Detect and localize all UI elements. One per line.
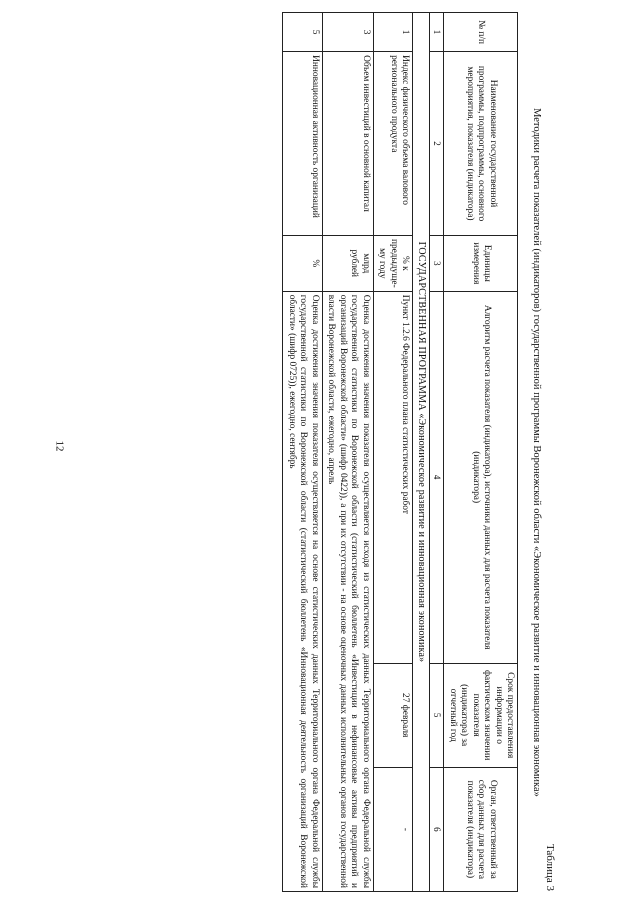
table-row xyxy=(322,13,373,892)
header-num: № п/п xyxy=(444,13,518,52)
row-algorithm: Оценка достижения значения показателя осуществляется исходя из статистических данных Территориального органа Федеральной службы государственной статистики по Воронежской области (статистический бюллетень «Инвестиции в нефинансовые активы предприятий и организаций Воронежской области» (шифр 0422)), а при их отсутствии - на основе оценочных данных исполнительных органов государственной власти Воронежской области, ежегодно, апрель xyxy=(322,291,373,891)
table-label: Таблица 3 xyxy=(544,843,556,891)
row-unit: % к предыдуще-му году xyxy=(373,235,412,291)
column-number: 6 xyxy=(430,767,444,891)
page-number: 12 xyxy=(53,440,66,452)
section-title: ГОСУДАРСТВЕННАЯ ПРОГРАММА «Экономическое развитие и инновационная экономика» xyxy=(413,13,430,892)
row-name: Инновационная активность организаций xyxy=(283,52,322,236)
column-number: 3 xyxy=(430,235,444,291)
row-name: Объем инвестиций в основной капитал xyxy=(322,52,373,236)
row-algorithm: Пункт 1.2.6 Федерального плана статистических работ xyxy=(373,291,412,663)
row-deadline: 27 февраля xyxy=(373,663,412,767)
header-name: Наименование государственной программы, подпрограммы, основного мероприятия, показателя (индикатора) xyxy=(444,52,518,236)
table-row xyxy=(283,13,322,892)
row-unit: млрд рублей xyxy=(322,235,373,291)
header-unit: Единицы измерения xyxy=(444,235,518,291)
column-number: 1 xyxy=(430,13,444,52)
indicators-table xyxy=(282,12,518,892)
column-number: 4 xyxy=(430,291,444,663)
table-row xyxy=(373,13,412,892)
row-num: 1 xyxy=(373,13,412,52)
header-deadline: Срок предоставления информации о фактическом значении показателя (индикатора) за отчетный год xyxy=(444,663,518,767)
row-num: 3 xyxy=(322,13,373,52)
column-number: 2 xyxy=(430,52,444,236)
header-responsible: Орган, ответственный за сбор данных для расчета показателя (индикатора) xyxy=(444,767,518,891)
section-row xyxy=(413,13,430,892)
row-responsible: - xyxy=(373,767,412,891)
row-name: Индекс физического объема валового регионального продукта xyxy=(373,52,412,236)
row-unit: % xyxy=(283,235,322,291)
column-number: 5 xyxy=(430,663,444,767)
header-row xyxy=(444,13,518,892)
header-algorithm: Алгоритм расчета показателя (индикатора), источники данных для расчета показателя (индикатора) xyxy=(444,291,518,663)
row-algorithm: Оценка достижения значения показателя осуществляется на основе статистических данных Территориального органа Федеральной службы государственной статистики по Воронежской области (статистический бюллетень «Инновационная деятельность организаций Воронежской области» (шифр 0725)), ежегодно, сентябрь xyxy=(283,291,322,891)
row-num: 5 xyxy=(283,13,322,52)
column-number-row xyxy=(430,13,444,892)
document-title: Методики расчета показателей (индикаторов) государственной программы Воронежской области «Экономическое развитие и инновационная экономика» xyxy=(531,108,542,797)
